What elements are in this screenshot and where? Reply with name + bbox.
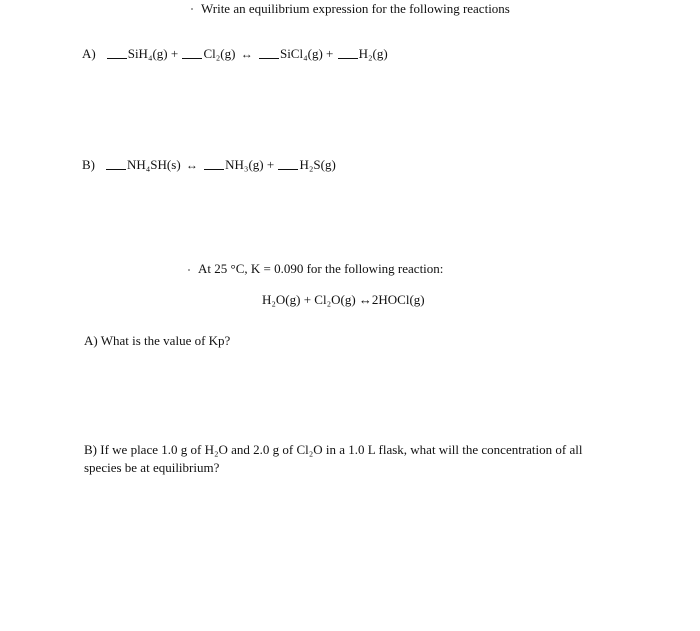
coefficient-blank [259, 47, 279, 59]
coefficient-blank [106, 158, 126, 170]
coefficient-blank [182, 47, 202, 59]
reaction-a-label: A) [82, 46, 96, 61]
species-h2: H₂(g) [358, 46, 388, 61]
species-sicl4: SiCl₄(g) + [279, 46, 334, 61]
reaction-a [82, 46, 388, 62]
instructions-title: Write an equilibrium expression for the following reactions [201, 1, 510, 16]
coefficient-blank [278, 158, 298, 170]
question-b: B) If we place 1.0 g of H₂O and 2.0 g of Cl₂O in a 1.0 L flask, what will the concentration of all species be at equilibrium? [84, 442, 583, 475]
coefficient-blank [204, 158, 224, 170]
reaction-b-label: B) [82, 157, 95, 172]
species-cl2: Cl₂(g) [203, 46, 236, 61]
coefficient-blank [338, 47, 358, 59]
species-nh4sh: NH₄SH(s) [127, 157, 181, 172]
equilibrium-arrow: ↔ [185, 158, 198, 172]
decorative-dot [188, 269, 190, 271]
species-sih4: SiH₄(g) + [127, 46, 179, 61]
species-h2s: H₂S(g) [299, 157, 336, 172]
k-statement: At 25 °C, K = 0.090 for the following reaction: [198, 261, 444, 276]
reaction-equation: H₂O(g) + Cl₂O(g) ↔2HOCl(g) [262, 292, 425, 307]
equilibrium-arrow: ↔ [240, 47, 253, 61]
decorative-dot [191, 8, 193, 10]
species-nh3: NH₃(g) + [225, 157, 275, 172]
reaction-b [82, 157, 336, 173]
question-a: A) What is the value of Kp? [84, 333, 231, 348]
coefficient-blank [107, 47, 127, 59]
